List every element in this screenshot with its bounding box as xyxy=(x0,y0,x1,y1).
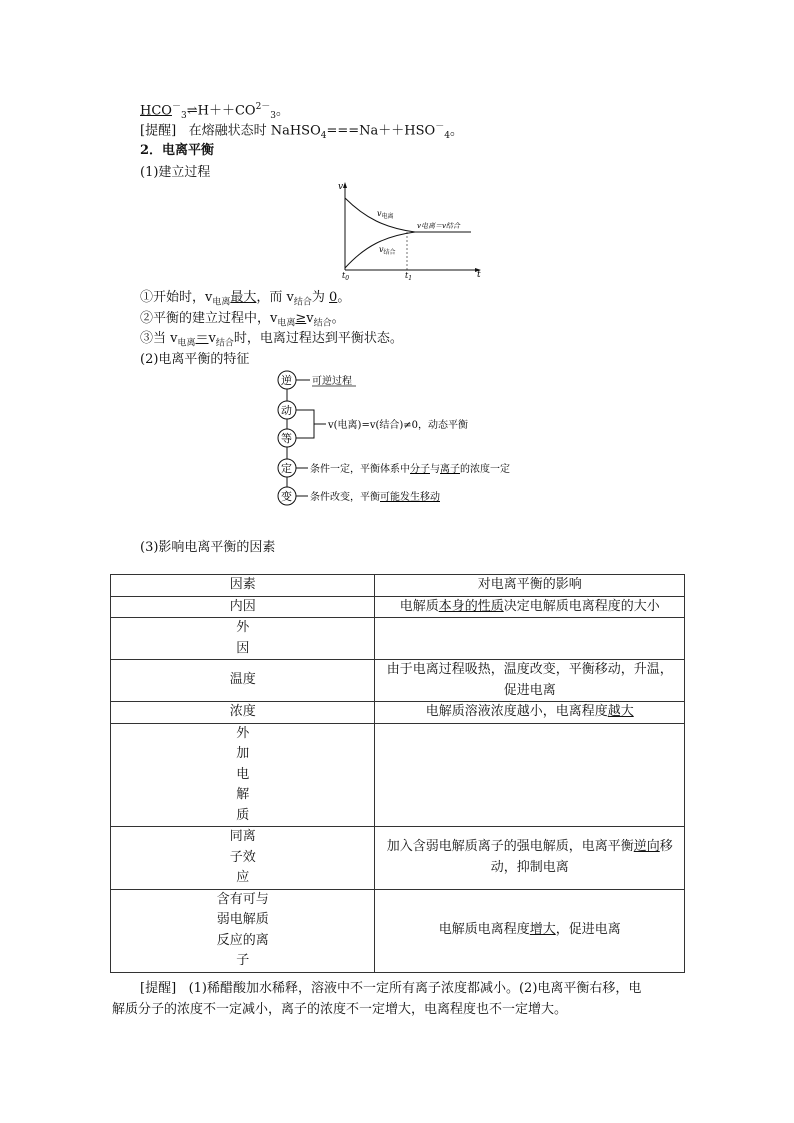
origin-label: $t_0$ xyxy=(342,271,350,280)
point-2-sub-2: 结合 xyxy=(313,318,332,329)
cell-external-effect xyxy=(375,618,685,660)
feature-dong: 动 xyxy=(281,404,292,417)
cell-added-electrolyte: 外 加 电 解 质 xyxy=(111,723,375,827)
ionization-equation xyxy=(140,99,289,121)
cell-external: 外 因 xyxy=(111,618,375,660)
tip2-label: [提醒] xyxy=(140,981,177,996)
factors-table xyxy=(110,574,685,973)
feature-ni: 逆 xyxy=(281,374,292,387)
feature-deng: 等 xyxy=(281,432,292,445)
tip-text-a: 在熔融状态时 NaHSO xyxy=(188,123,321,139)
subscript-2: 3 xyxy=(270,110,277,121)
cell-temperature: 温度 xyxy=(111,660,375,702)
table-row xyxy=(111,575,685,597)
tip-sub: 4 xyxy=(320,130,327,141)
subsection-title-establishment: (1)建立过程 xyxy=(140,165,211,180)
point-3 xyxy=(140,327,403,349)
point-2-sub-1: 电离 xyxy=(277,318,296,329)
feature-bian-text: 条件改变，平衡可能发生移动 xyxy=(310,492,440,503)
point-2 xyxy=(140,307,345,329)
section-title-ionization-equilibrium: 2．电离平衡 xyxy=(140,143,215,158)
equation-tail: H＋＋CO xyxy=(197,103,256,119)
point-3-d: 时，电离过程达到平衡状态。 xyxy=(233,331,403,346)
tip2-line2: 解质分子的浓度不一定减小，离子的浓度不一定增大，电离程度也不一定增大。 xyxy=(112,1002,568,1017)
table-row xyxy=(111,596,685,618)
cell-reactive-ion: 含有可与 弱电解质 反应的离 子 xyxy=(111,889,375,972)
point-3-sub-1: 电离 xyxy=(177,338,196,349)
feature-bian: 变 xyxy=(281,490,292,503)
feature-bracket-text: v(电离)=v(结合)≠0，动态平衡 xyxy=(328,420,469,431)
tip-end: 。 xyxy=(449,123,463,139)
point-1-e: 0 xyxy=(329,290,338,305)
cell-concentration: 浓度 xyxy=(111,702,375,724)
point-1-b: 最大 xyxy=(230,290,257,305)
tip-sub-2: 4 xyxy=(444,130,450,141)
feature-ding-text: 条件一定，平衡体系中分子与离子的浓度一定 xyxy=(310,464,510,475)
cell-common-ion: 同离 子效 应 xyxy=(111,827,375,890)
header-factor: 因素 xyxy=(111,575,375,597)
feature-ding: 定 xyxy=(281,462,292,475)
charge-sup-2: 2－ xyxy=(255,102,271,112)
tip-nahso4 xyxy=(140,119,463,141)
cell-added-electrolyte-effect xyxy=(375,723,685,827)
x-axis-label: t xyxy=(477,270,481,280)
tip2-line1: (1)稀醋酸加水稀释，溶液中不一定所有离子浓度都减小。(2)电离平衡右移，电 xyxy=(188,981,642,996)
point-3-sub-2: 结合 xyxy=(215,338,234,349)
formula-hco3: HCO xyxy=(140,103,172,119)
table-row xyxy=(111,702,685,724)
cell-reactive-ion-effect: 电解质电离程度增大，促进电离 xyxy=(375,889,685,972)
point-2-c: v xyxy=(306,311,314,326)
table-row xyxy=(111,889,685,972)
header-effect: 对电离平衡的影响 xyxy=(375,575,685,597)
point-2-d: 。 xyxy=(331,311,345,326)
cell-concentration-effect: 电解质溶液浓度越小，电离程度越大 xyxy=(375,702,685,724)
point-2-a: ②平衡的建立过程中，v xyxy=(140,311,278,326)
rate-time-graph xyxy=(335,180,485,280)
subsection-title-characteristics: (2)电离平衡的特征 xyxy=(140,352,250,367)
tip-text-b: Na＋＋HSO xyxy=(359,123,436,139)
tip-label: [提醒] xyxy=(140,123,177,139)
cell-internal: 内因 xyxy=(111,596,375,618)
point-1-d: 为 xyxy=(311,290,330,305)
period: 。 xyxy=(276,103,290,119)
reversible-arrow-icon: ⇌ xyxy=(186,103,198,119)
cell-temperature-effect: 由于电离过程吸热，温度改变，平衡移动，升温， 促进电离 xyxy=(375,660,685,702)
point-1-c: ，而 v xyxy=(256,290,294,305)
tip-dilution xyxy=(140,977,641,996)
cell-internal-effect: 电解质本身的性质决定电解质电离程度的大小 xyxy=(375,596,685,618)
curve-ionization-label: $v_{电离}$ xyxy=(377,209,394,220)
point-1-f: 。 xyxy=(337,290,351,305)
table-row xyxy=(111,827,685,890)
cell-common-ion-effect: 加入含弱电解质离子的强电解质，电离平衡逆向移动，抑制电离 xyxy=(375,827,685,890)
table-row xyxy=(111,723,685,827)
feature-ni-text: 可逆过程 xyxy=(312,376,352,387)
table-row xyxy=(111,618,685,660)
tip-sup: － xyxy=(435,122,445,132)
point-2-b: ≥ xyxy=(295,311,307,326)
curve-combination-label: $v_{结合}$ xyxy=(379,245,396,256)
equilibrium-features-diagram xyxy=(270,368,560,510)
t1-label: $t_1$ xyxy=(405,271,413,280)
point-1-sub-2: 结合 xyxy=(293,297,312,308)
table-row xyxy=(111,660,685,702)
point-1 xyxy=(140,286,350,308)
subscript: 3 xyxy=(180,110,187,121)
point-3-c: v xyxy=(208,331,216,346)
subsection-title-factors: (3)影响电离平衡的因素 xyxy=(140,540,276,555)
point-3-b: ＝ xyxy=(195,331,209,346)
y-axis-label: v xyxy=(338,182,344,192)
equilibrium-label: v电离＝v结合 xyxy=(417,222,460,230)
tip-equals: === xyxy=(326,123,360,139)
point-3-a: ③当 v xyxy=(140,331,178,346)
charge-sup: － xyxy=(171,102,181,112)
point-1-a: ①开始时，v xyxy=(140,290,213,305)
point-1-sub-1: 电离 xyxy=(212,297,231,308)
